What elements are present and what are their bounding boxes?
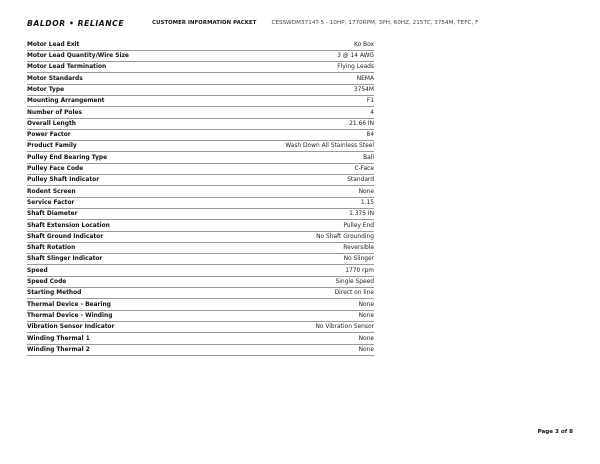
spec-row [27, 254, 374, 265]
spec-row [27, 299, 374, 310]
page-number: Page 3 of 8 [537, 429, 573, 435]
spec-value: Direct on line [334, 290, 374, 297]
spec-row [27, 141, 374, 152]
spec-value: No Slinger [343, 256, 374, 263]
spec-label: Mounting Arrangement [27, 98, 105, 105]
spec-value: 1770 rpm [345, 267, 374, 274]
spec-label: Shaft Extension Location [27, 222, 110, 229]
spec-row [27, 277, 374, 288]
brand-logo: BALDOR • RELIANCE [27, 18, 125, 28]
spec-row [27, 96, 374, 107]
spec-value: NEMA [356, 75, 374, 82]
spec-label: Speed Code [27, 279, 67, 286]
spec-value: 1.375 IN [349, 211, 374, 218]
spec-label: Number of Poles [27, 109, 82, 116]
spec-label: Vibration Sensor Indicator [27, 324, 115, 331]
spec-value: 3754M [353, 86, 374, 93]
spec-label: Motor Lead Termination [27, 64, 107, 71]
spec-row [27, 62, 374, 73]
spec-row [27, 333, 374, 344]
spec-label: Motor Standards [27, 75, 83, 82]
spec-value: C-Face [354, 166, 374, 173]
spec-label: Power Factor [27, 132, 71, 139]
spec-row [27, 119, 374, 130]
spec-label: Shaft Ground Indicator [27, 233, 104, 240]
spec-value: Ball [363, 154, 374, 161]
spec-row [27, 73, 374, 84]
spec-label: Pulley Shaft Indicator [27, 177, 100, 184]
spec-label: Pulley End Bearing Type [27, 154, 108, 161]
spec-value: Flying Leads [337, 64, 374, 71]
spec-label: Shaft Diameter [27, 211, 78, 218]
spec-label: Motor Lead Exit [27, 41, 80, 48]
spec-value: Ko Box [354, 41, 374, 48]
spec-row [27, 40, 374, 51]
spec-value: Single Speed [335, 279, 374, 286]
spec-label: Service Factor [27, 199, 75, 206]
spec-value: None [358, 188, 374, 195]
spec-label: Winding Thermal 2 [27, 346, 90, 353]
spec-row [27, 265, 374, 276]
spec-value: 84 [366, 132, 374, 139]
spec-label: Shaft Rotation [27, 245, 76, 252]
page-header [27, 17, 600, 29]
spec-row [27, 288, 374, 299]
spec-label: Motor Lead Quantity/Wire Size [27, 53, 129, 60]
spec-row [27, 85, 374, 96]
spec-row [27, 175, 374, 186]
spec-label: Shaft Slinger Indicator [27, 256, 103, 263]
spec-label: Thermal Device - Winding [27, 312, 113, 319]
spec-value: None [358, 346, 374, 353]
spec-value: No Vibration Sensor [315, 324, 374, 331]
spec-value: F1 [366, 98, 374, 105]
spec-row [27, 311, 374, 322]
spec-row [27, 51, 374, 62]
spec-label: Motor Type [27, 86, 65, 93]
spec-row [27, 243, 374, 254]
spec-label: Rodent Screen [27, 188, 76, 195]
spec-row [27, 232, 374, 243]
spec-value: Wash Down All Stainless Steel [285, 143, 374, 150]
spec-label: Thermal Device - Bearing [27, 301, 111, 308]
spec-label: Product Family [27, 143, 77, 150]
spec-label: Speed [27, 267, 48, 274]
spec-value: 1.15 [360, 199, 374, 206]
spec-value: None [358, 312, 374, 319]
spec-value: 3 @ 14 AWG [337, 53, 374, 60]
spec-row [27, 107, 374, 118]
spec-row [27, 130, 374, 141]
spec-label: Overall Length [27, 120, 76, 127]
product-model-description: CESSWDM3714T-5 - 10HP, 1770RPM, 3PH, 60HZ, 215TC, 3754M, TEFC, F [271, 20, 479, 26]
document-title: CUSTOMER INFORMATION PACKET [152, 20, 257, 26]
spec-value: No Shaft Grounding [316, 233, 374, 240]
spec-value: Reversible [343, 245, 374, 252]
spec-value: Standard [347, 177, 374, 184]
spec-label: Winding Thermal 1 [27, 335, 90, 342]
spec-label: Starting Method [27, 290, 82, 297]
specification-table [27, 40, 374, 356]
spec-value: 21.66 IN [349, 120, 374, 127]
spec-label: Pulley Face Code [27, 166, 84, 173]
spec-row [27, 186, 374, 197]
spec-value: None [358, 335, 374, 342]
spec-row [27, 220, 374, 231]
spec-value: 4 [370, 109, 374, 116]
spec-row [27, 198, 374, 209]
spec-row [27, 209, 374, 220]
spec-row [27, 152, 374, 163]
spec-value: None [358, 301, 374, 308]
spec-row [27, 164, 374, 175]
spec-value: Pulley End [343, 222, 374, 229]
spec-row [27, 345, 374, 356]
spec-row [27, 322, 374, 333]
